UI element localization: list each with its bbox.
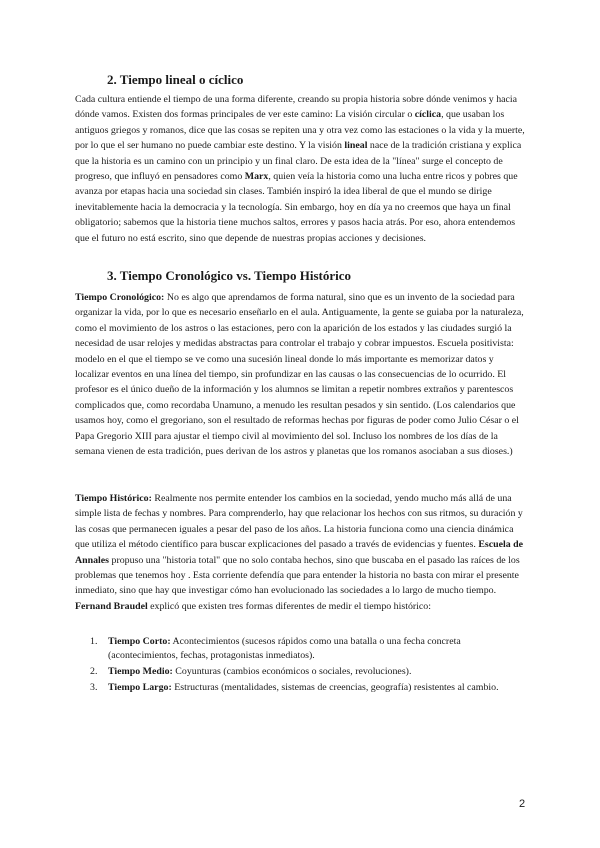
tiempo-cronologico-paragraph: Tiempo Cronológico: No es algo que aprendamos de forma natural, sino que es un invento de la sociedad para organizar la vida, por lo que es necesario enseñarlo en el aula. Antiguamente, la gente se guiaba por la naturaleza, como el movimiento de los astros o las estaciones, pero con la aparición de los estados y las ciudades surgió la necesidad de usar relojes y medidas abstractas para controlar el trabajo y cobrar impuestos. Escuela positivista: modelo en el que el tiempo se ve como una sucesión lineal donde lo más importante es memorizar datos y localizar eventos en una línea del tiempo, sin profundizar en las causas o las consecuencias de lo ocurrido. El profesor es el único dueño de la información y los alumnos se limitan a repetir nombres extraños y parentescos complicados que, como recordaba Unamuno, a menudo les resultan pesados y sin sentido. (Los calendarios que usamos hoy, como el gregoriano, son el resultado de reformas hechas por figuras de poder como Julio César o el Papa Gregorio XIII para ajustar el tiempo civil al movimiento del sol. Incluso los nombres de los días de la semana vienen de esta tradición, pues derivan de los astros y planetas que los romanos asociaban a sus dioses.) [75,292,524,458]
tiempo-historico-list [75,635,527,697]
section-3-heading: 3. Tiempo Cronológico vs. Tiempo Histórico [107,268,352,283]
term-lineal: lineal [344,140,368,152]
tiempo-cronologico-label: Tiempo Cronológico: [75,292,165,303]
list-item: 3. Tiempo Largo: Estructuras (mentalidades, sistemas de creencias, geografía) resistentes al cambio. [90,682,499,693]
tiempo-historico-label: Tiempo Histórico: [75,493,152,504]
section-2-paragraph: Cada cultura entiende el tiempo de una forma diferente, creando su propia historia sobre dónde venimos y hacia dónde vamos. Existen dos formas principales de ver este camino: La visión circular o cíclica, que usaban los antiguos griegos y romanos, dice que las cosas se repiten una y otra vez como las estaciones o la vida y la muerte, por lo que el ser humano no puede cambiar este destino. Y la visión lineal nace de la tradición cristiana y explica que la historia es un camino con un principio y un final claro. De esta idea de la "línea" surge el concepto de progreso, que influyó en pensadores como Marx, quien veía la historia como una lucha entre ricos y pobres que avanza por etapas hacia una sociedad sin clases. También inspiró la idea liberal de que el mundo se dirige inevitablemente hacia la democracia y la tecnología. Sin embargo, hoy en día ya no creemos que haya un final obligatorio; sabemos que la historia tiene muchos saltos, errores y pasos hacia atrás. Por eso, ahora entendemos que el futuro no está escrito, sino que depende de nuestras propias acciones y decisiones. [75,94,525,244]
list-item: 1. Tiempo Corto: Acontecimientos (sucesos rápidos como una batalla o una fecha concreta (acontecimientos, fechas, protagonistas inmediatos). [90,636,461,661]
fernand-braudel: Fernand Braudel [75,600,148,612]
page-number: 2 [519,798,526,810]
list-item: 2. Tiempo Medio: Coyunturas (cambios económicos o sociales, revoluciones). [90,666,412,677]
tiempo-historico-paragraph: Tiempo Histórico: Realmente nos permite entender los cambios en la sociedad, yendo mucho más allá de una simple lista de fechas y nombres. Para comprenderlo, hay que relacionar los hechos con sus ritmos, su duración y las cosas que permanecen iguales a pesar del paso de los años. La historia funciona como una ciencia dinámica que utiliza el método científico para buscar explicaciones del pasado a través de evidencias y fuentes. Escuela de Annales propuso una "historia total" que no solo contaba hechos, sino que buscaba en el pasado las raíces de los problemas que tenemos hoy . Esta corriente defendía que para entender la historia no basta con mirar el presente inmediato, sino que hay que investigar cómo han evolucionado las sociedades a lo largo de mucho tiempo. Fernand Braudel explicó que existen tres formas diferentes de medir el tiempo histórico: [75,493,524,612]
term-marx: Marx [244,171,269,183]
term-ciclica: cíclica [414,109,442,121]
escuela-annales: Escuela de Annales [75,539,524,566]
section-2-heading: 2. Tiempo lineal o cíclico [107,72,244,87]
